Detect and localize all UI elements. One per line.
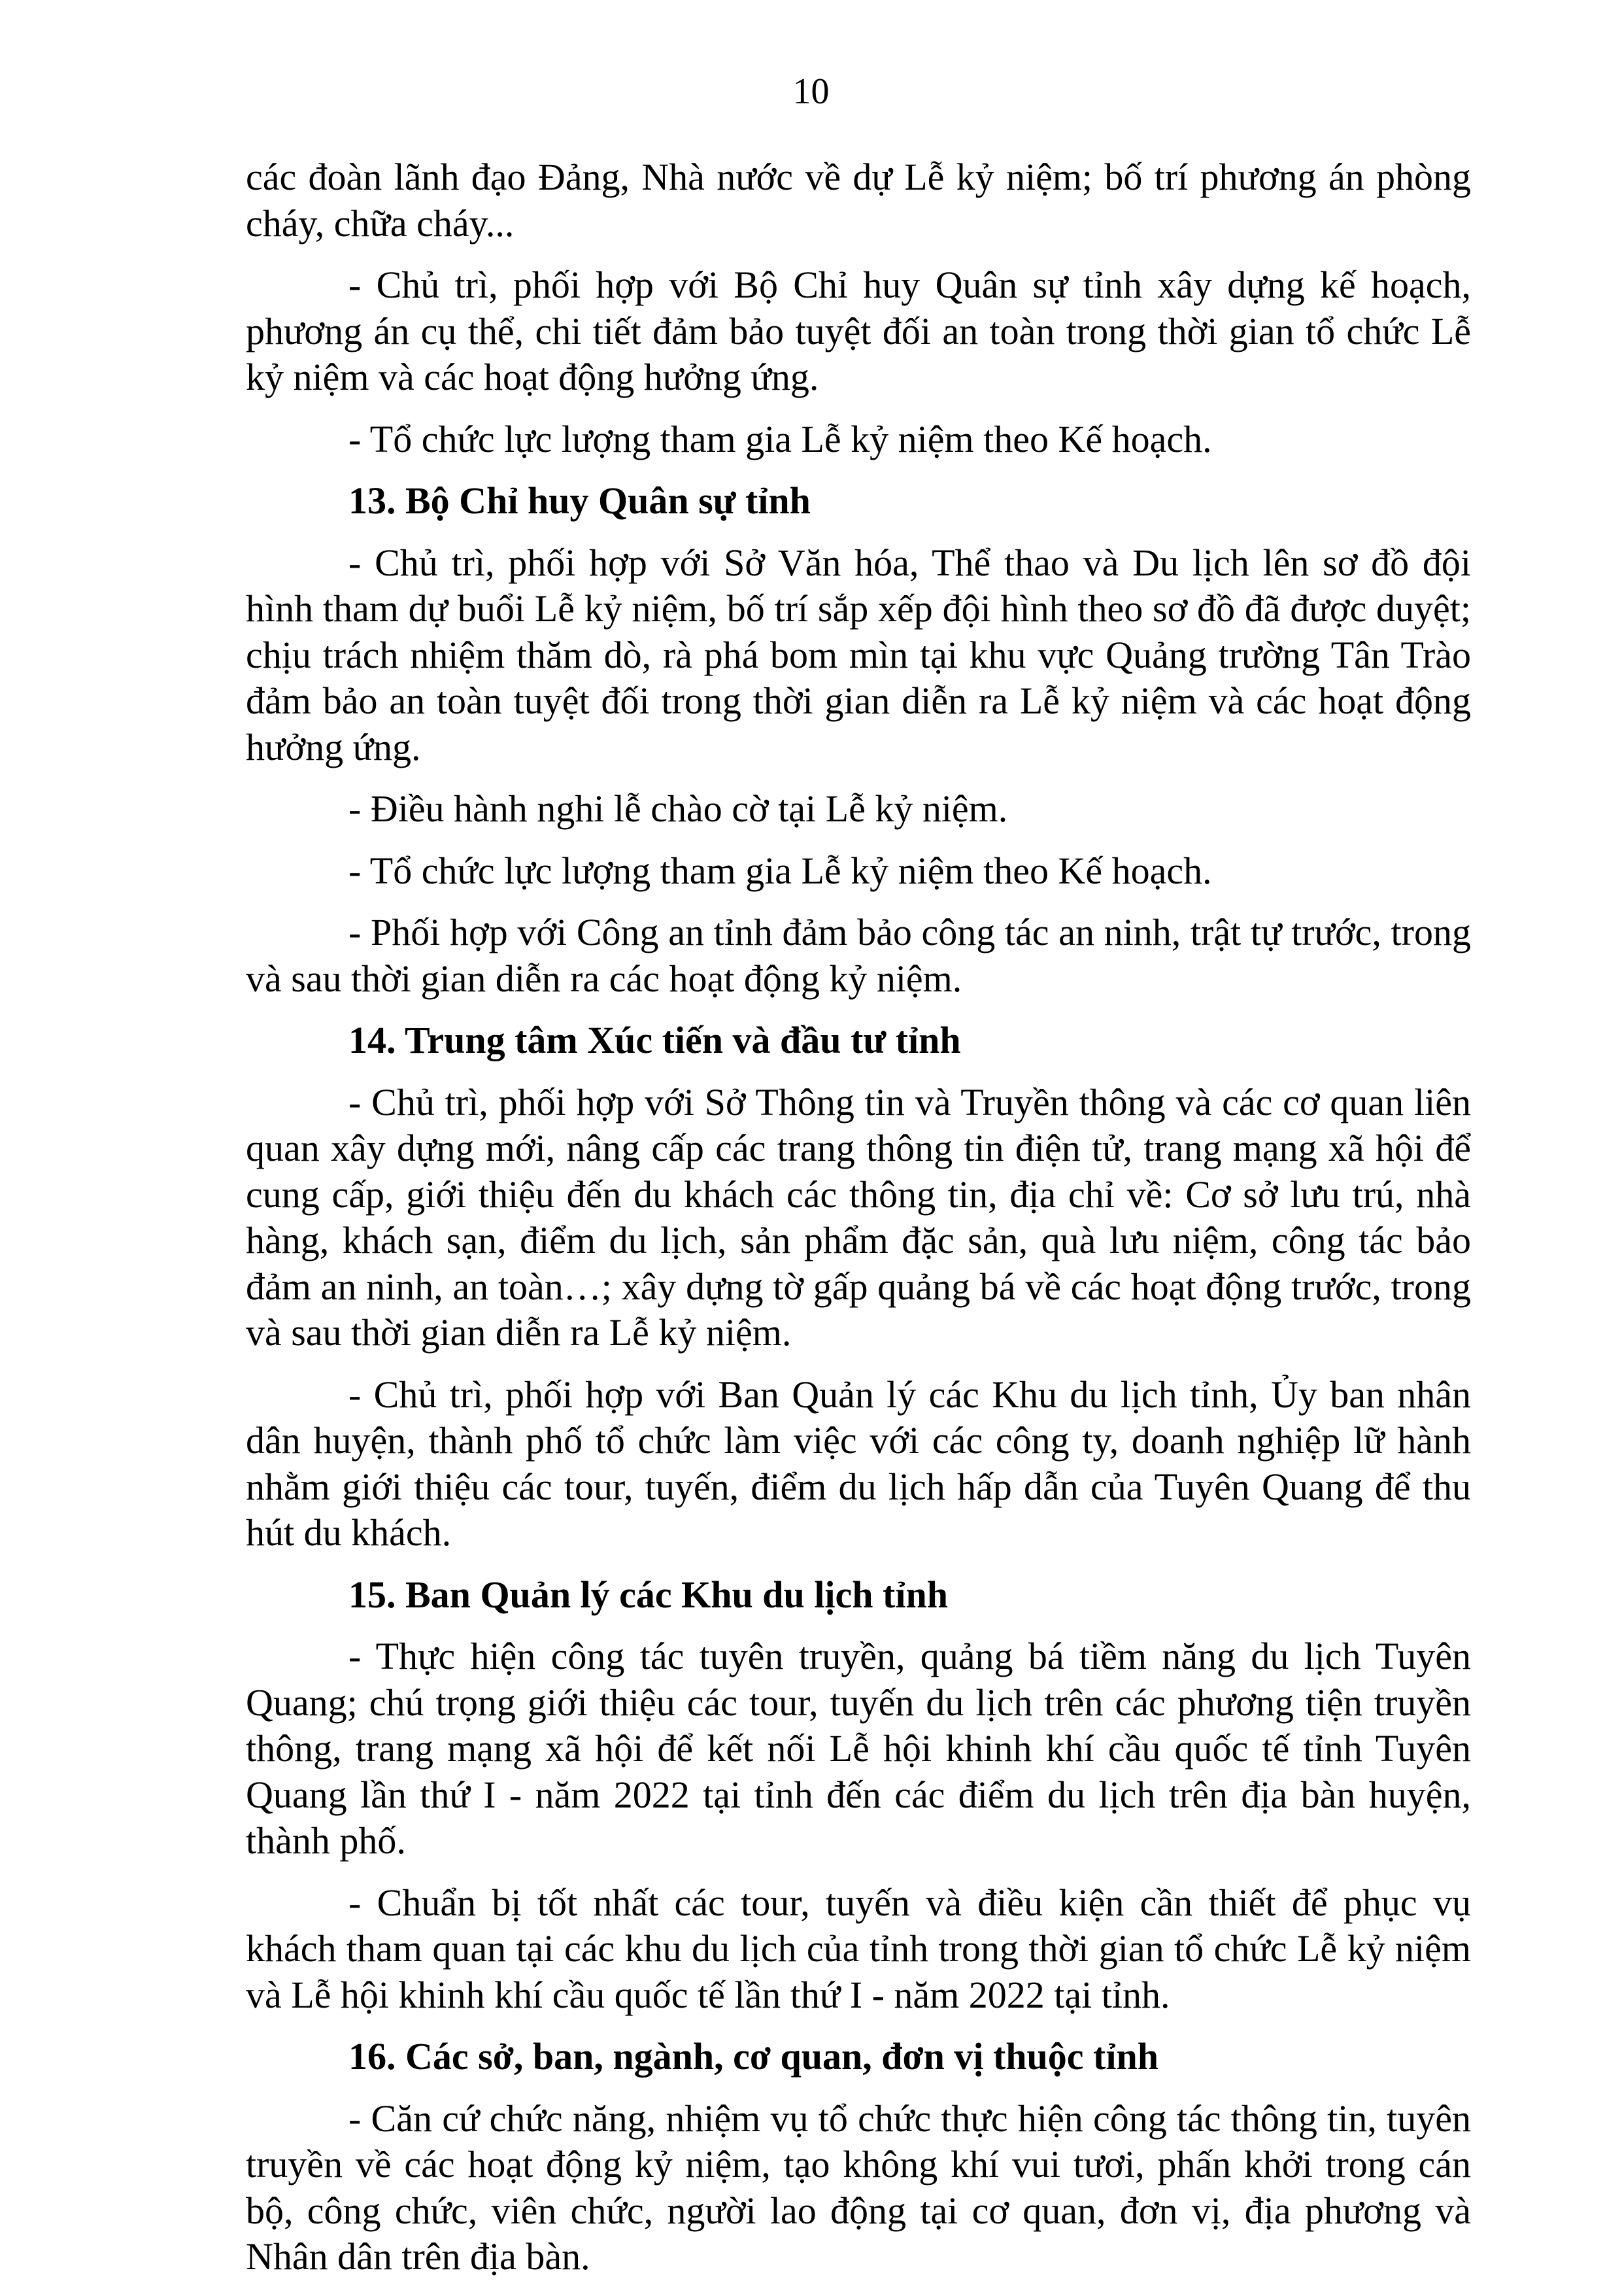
section-heading: 16. Các sở, ban, ngành, cơ quan, đơn vị thuộc tỉnh [348, 2035, 1158, 2078]
section-heading: 13. Bộ Chỉ huy Quân sự tỉnh [348, 479, 811, 522]
section-14 [246, 1018, 1471, 1556]
section-heading: 14. Trung tâm Xúc tiến và đầu tư tỉnh [348, 1019, 961, 1061]
list-item: - Tổ chức lực lượng tham gia Lễ kỷ niệm theo Kế hoạch. [348, 849, 1212, 892]
list-item: - Tổ chức lực lượng tham gia Lễ kỷ niệm theo Kế hoạch. [348, 417, 1212, 460]
list-item: - Thực hiện công tác tuyên truyền, quảng bá tiềm năng du lịch Tuyên Quang; chú trọng giới thiệu các tour, tuyến du lịch trên các phương tiện truyền thông, trang mạng xã hội để kết nối Lễ hội khinh khí cầu quốc tế tỉnh Tuyên Quang lần thứ I - năm 2022 tại tỉnh đến các điểm du lịch trên địa bàn huyện, thành phố. [246, 1635, 1471, 1862]
list-item: - Chủ trì, phối hợp với Sở Thông tin và Truyền thông và các cơ quan liên quan xây dựng mới, nâng cấp các trang thông tin điện tử, trang mạng xã hội để cung cấp, giới thiệu đến du khách các thông tin, địa chỉ về: Cơ sở lưu trú, nhà hàng, khách sạn, điểm du lịch, sản phẩm đặc sản, quà lưu niệm, công tác bảo đảm an ninh, an toàn…; xây dựng tờ gấp quảng bá về các hoạt động trước, trong và sau thời gian diễn ra Lễ kỷ niệm. [246, 1080, 1471, 1354]
section-16 [246, 2034, 1471, 2280]
section-15 [246, 1572, 1471, 2019]
list-item: - Chủ trì, phối hợp với Bộ Chỉ huy Quân sự tỉnh xây dựng kế hoạch, phương án cụ thể, chi tiết đảm bảo tuyệt đối an toàn trong thời gian tổ chức Lễ kỷ niệm và các hoạt động hưởng ứng. [246, 264, 1471, 398]
list-item: - Phối hợp với Công an tỉnh đảm bảo công tác an ninh, trật tự trước, trong và sau thời gian diễn ra các hoạt động kỷ niệm. [246, 911, 1471, 1000]
list-item: - Chủ trì, phối hợp với Ban Quản lý các Khu du lịch tỉnh, Ủy ban nhân dân huyện, thành phố tổ chức làm việc với các công ty, doanh nghiệp lữ hành nhằm giới thiệu các tour, tuyến, điểm du lịch hấp dẫn của Tuyên Quang để thu hút du khách. [246, 1373, 1471, 1554]
document-body [246, 154, 1471, 2296]
list-item: - Điều hành nghi lễ chào cờ tại Lễ kỷ niệm. [348, 787, 1008, 830]
list-item: - Căn cứ chức năng, nhiệm vụ tổ chức thực hiện công tác thông tin, tuyên truyền về các hoạt động kỷ niệm, tạo không khí vui tươi, phấn khởi trong cán bộ, công chức, viên chức, người lao động tại cơ quan, đơn vị, địa phương và Nhân dân trên địa bàn. [246, 2097, 1471, 2278]
page-number: 10 [792, 71, 830, 112]
section-heading: 15. Ban Quản lý các Khu du lịch tỉnh [348, 1573, 948, 1616]
section-13 [246, 478, 1471, 1002]
list-item: - Chuẩn bị tốt nhất các tour, tuyến và điều kiện cần thiết để phục vụ khách tham quan tại các khu du lịch của tỉnh trong thời gian tổ chức Lễ kỷ niệm và Lễ hội khinh khí cầu quốc tế lần thứ I - năm 2022 tại tỉnh. [246, 1881, 1471, 2016]
list-item: - Chủ trì, phối hợp với Sở Văn hóa, Thể thao và Du lịch lên sơ đồ đội hình tham dự buổi Lễ kỷ niệm, bố trí sắp xếp đội hình theo sơ đồ đã được duyệt; chịu trách nhiệm thăm dò, rà phá bom mìn tại khu vực Quảng trường Tân Trào đảm bảo an toàn tuyệt đối trong thời gian diễn ra Lễ kỷ niệm và các hoạt động hưởng ứng. [246, 541, 1471, 768]
continuation-paragraph: các đoàn lãnh đạo Đảng, Nhà nước về dự Lễ kỷ niệm; bố trí phương án phòng cháy, chữa cháy... [246, 156, 1471, 245]
